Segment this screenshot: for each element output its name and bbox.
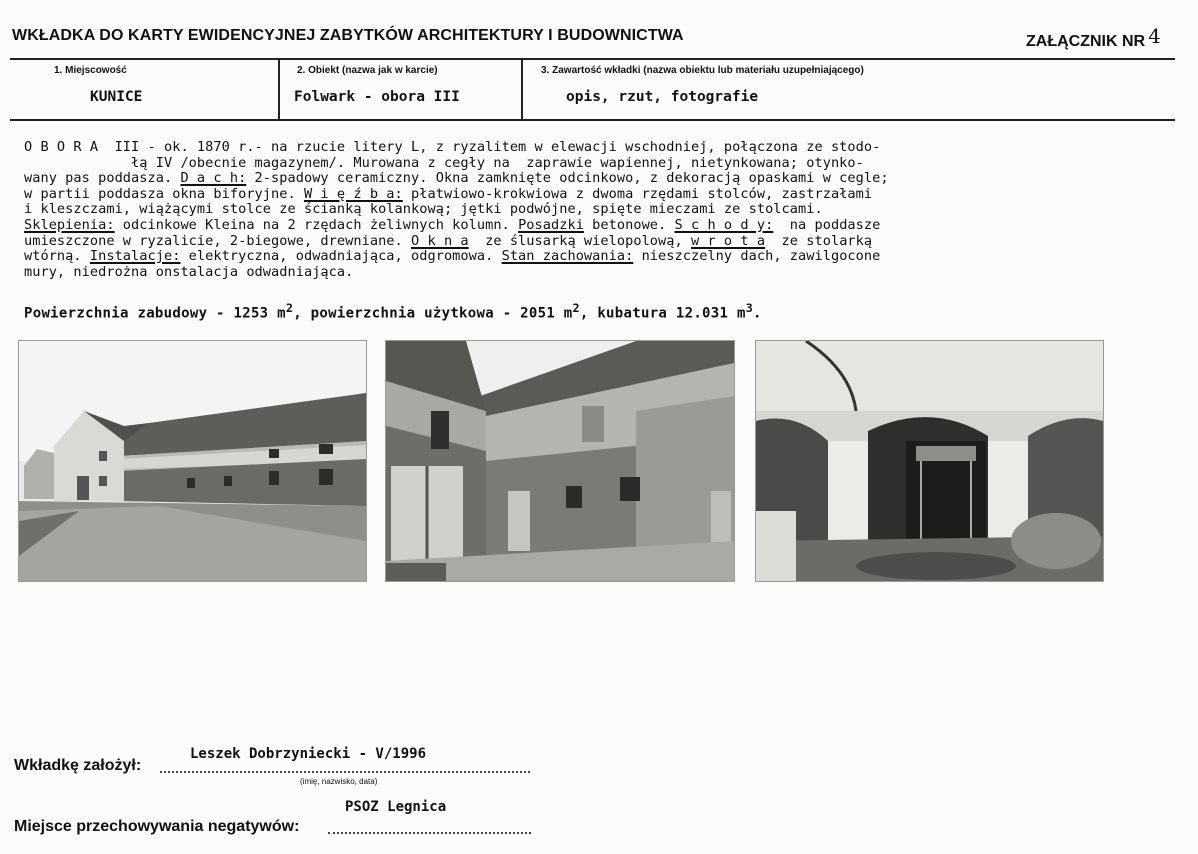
fields-bottom-rule: [10, 119, 1175, 121]
photo-exterior-courtyard: [18, 340, 367, 582]
annex-number: 4: [1148, 24, 1161, 48]
field-divider-2: [521, 58, 523, 120]
storage-label: Miejsce przechowywania negatywów:: [14, 818, 300, 835]
photo-interior-vaults: [755, 340, 1104, 582]
document-title: WKŁADKA DO KARTY EWIDENCYJNEJ ZABYTKÓW ARCHITEKTURY I BUDOWNICTWA: [12, 27, 684, 44]
annex-label-text: ZAŁĄCZNIK NR: [1026, 33, 1146, 50]
storage-value: PSOZ Legnica: [345, 799, 447, 815]
author-dotted-line: [160, 771, 530, 773]
author-value: Leszek Dobrzyniecki - V/1996: [190, 746, 427, 762]
area-stats: Powierzchnia zabudowy - 1253 $m^2$, powierzchnia użytkowa - 2051 $m^2$, kubatura 12.031 $m^3$.: [24, 301, 762, 322]
object-value: Folwark - obora III: [294, 89, 460, 105]
top-rule: [10, 58, 1175, 60]
object-label: 2. Obiekt (nazwa jak w karcie): [297, 65, 438, 76]
description-text: O B O R A III - ok. 1870 r.- na rzucie litery L, z ryzalitem w elewacji wschodniej, połączona ze stodo- łą IV /obecnie magazynem/. Murowana z cegły na zaprawie wapiennej, nietynkowana; otynko- wany pas poddasza. D a c h: 2-spadowy ceramiczny. Okna zamknięte odcinkowo, z dekoracją opaskami w cegle; w partii poddasza okna biforyjne. W i ę ź b a: płatwiowo-krokwiowa z dwoma rzędami stolców, zastrzałami i kleszczami, wiążącymi stolce ze ścianką kolankową; jętki podwójne, spięte mieczami ze stolcami. Sklepienia: odcinkowe Kleina na 2 rzędach żeliwnych kolumn. Posadzki betonowe. S c h o d y: na poddasze umieszczone w ryzalicie, 2-biegowe, drewniane. O k n a ze ślusarką wielopolową, w r o t a ze stolarką wtórną. Instalacje: elektryczna, odwadniająca, odgromowa. Stan zachowania: nieszczelny dach, zawilgocone mury, niedrożna onstalacja odwadniająca.: [24, 139, 889, 280]
annex-label: [1026, 24, 1161, 51]
photo-corner-gate: [385, 340, 735, 582]
author-caption: (imię, nazwisko, data): [300, 777, 378, 786]
field-divider-1: [278, 58, 280, 120]
locality-value: KUNICE: [90, 89, 143, 105]
contents-value: opis, rzut, fotografie: [566, 89, 759, 105]
locality-label: 1. Miejscowość: [54, 65, 127, 76]
contents-label: 3. Zawartość wkładki (nazwa obiektu lub materiału uzupełniającego): [541, 65, 864, 76]
storage-dotted-line: [328, 832, 531, 834]
author-label: Wkładkę założył:: [14, 757, 142, 774]
